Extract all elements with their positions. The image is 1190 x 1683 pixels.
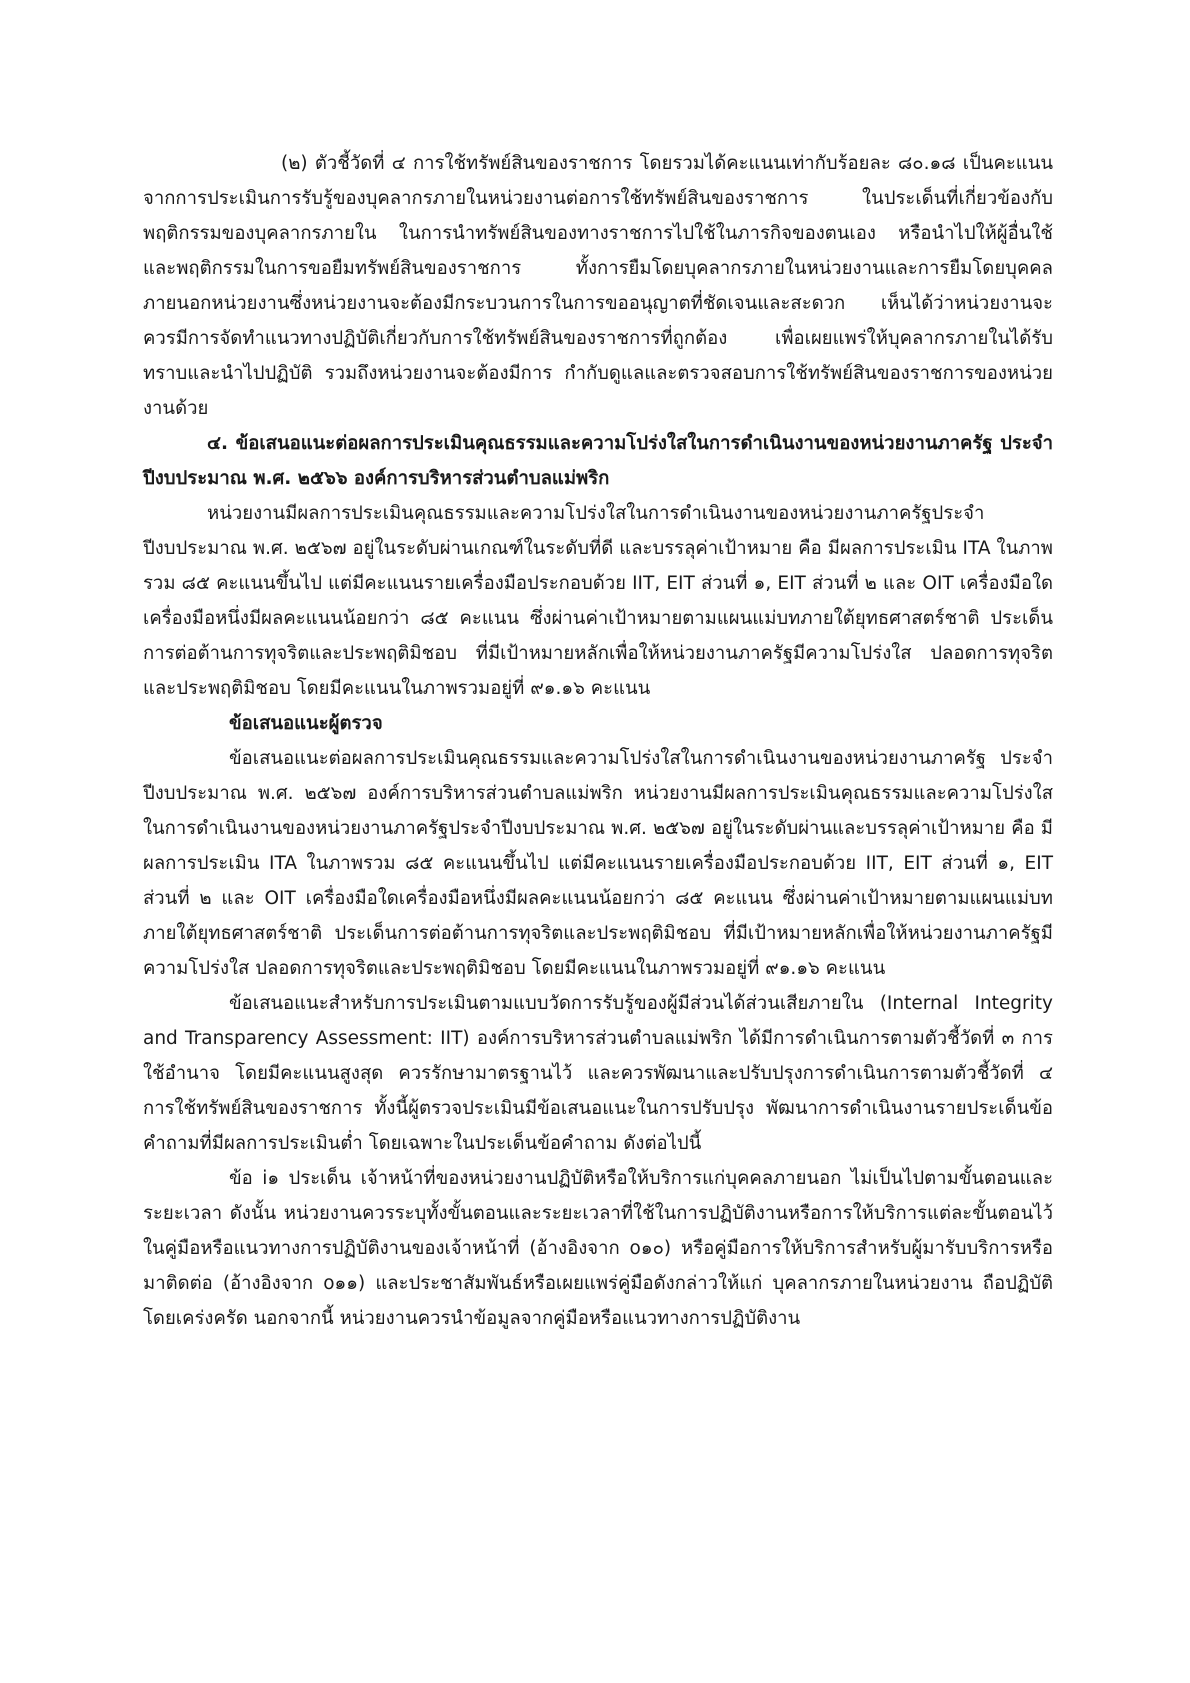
auditor-recommendation-heading: ข้อเสนอแนะผู้ตรวจ (229, 713, 383, 734)
section-4-heading: ๔. ข้อเสนอแนะต่อผลการประเมินคุณธรรมและความโปร่งใสในการดำเนินงานของหน่วยงานภาครัฐ ประจำปีงบประมาณ พ.ศ. ๒๕๖๖ องค์การบริหารส่วนตำบลแม่พริก (143, 433, 1053, 489)
paragraph-auditor-recommendation: ข้อเสนอแนะต่อผลการประเมินคุณธรรมและความโปร่งใสในการดำเนินงานของหน่วยงานภาครัฐ ประจำปีงบประมาณ พ.ศ. ๒๕๖๗ องค์การบริหารส่วนตำบลแม่พริก หน่วยงานมีผลการประเมินคุณธรรมและความโปร่งใสในการดำเนินงานของหน่วยงานภาครัฐประจำปีงบประมาณ พ.ศ. ๒๕๖๗ อยู่ในระดับผ่านและบรรลุค่าเป้าหมาย คือ มีผลการประเมิน ITA ในภาพรวม ๘๕ คะแนนขึ้นไป แต่มีคะแนนรายเครื่องมือประกอบด้วย IIT, EIT ส่วนที่ ๑, EIT ส่วนที่ ๒ และ OIT เครื่องมือใดเครื่องมือหนึ่งมีผลคะแนนน้อยกว่า ๘๕ คะแนน ซึ่งผ่านค่าเป้าหมายตามแผนแม่บทภายใต้ยุทธศาสตร์ชาติ ประเด็นการต่อต้านการทุจริตและประพฤติมิชอบ ที่มีเป้าหมายหลักเพื่อให้หน่วยงานภาครัฐมีความโปร่งใส ปลอดการทุจริตและประพฤติมิชอบ โดยมีคะแนนในภาพรวมอยู่ที่ ๙๑.๑๖ คะแนน (143, 748, 1053, 979)
paragraph-item-i1: ข้อ i๑ ประเด็น เจ้าหน้าที่ของหน่วยงานปฏิบัติหรือให้บริการแก่บุคคลภายนอก ไม่เป็นไปตามขั้นตอนและระยะเวลา ดังนั้น หน่วยงานควรระบุทั้งขั้นตอนและระยะเวลาที่ใช้ในการปฏิบัติงานหรือการให้บริการแต่ละขั้นตอนไว้ในคู่มือหรือแนวทางการปฏิบัติงานของเจ้าหน้าที่ (อ้างอิงจาก o๑๐) หรือคู่มือการให้บริการสำหรับผู้มารับบริการหรือมาติดต่อ (อ้างอิงจาก o๑๑) และประชาสัมพันธ์หรือเผยแพร่คู่มือดังกล่าวให้แก่ บุคลากรภายในหน่วยงาน ถือปฏิบัติโดยเคร่งครัด นอกจากนี้ หน่วยงานควรนำข้อมูลจากคู่มือหรือแนวทางการปฏิบัติงาน (143, 1168, 1053, 1329)
document-body (143, 146, 1053, 1336)
paragraph-indicator-4-asset-use: (๒) ตัวชี้วัดที่ ๔ การใช้ทรัพย์สินของราชการ โดยรวมได้คะแนนเท่ากับร้อยละ ๘๐.๑๘ เป็นคะแนนจากการประเมินการรับรู้ของบุคลากรภายในหน่วยงานต่อการใช้ทรัพย์สินของราชการ ในประเด็นที่เกี่ยวข้องกับพฤติกรรมของบุคลากรภายใน ในการนำทรัพย์สินของทางราชการไปใช้ในภารกิจของตนเอง หรือนำไปให้ผู้อื่นใช้ และพฤติกรรมในการขอยืมทรัพย์สินของราชการ ทั้งการยืมโดยบุคลากรภายในหน่วยงานและการยืมโดยบุคคลภายนอกหน่วยงานซึ่งหน่วยงานจะต้องมีกระบวนการในการขออนุญาตที่ชัดเจนและสะดวก เห็นได้ว่าหน่วยงานจะควรมีการจัดทำแนวทางปฏิบัติเกี่ยวกับการใช้ทรัพย์สินของราชการที่ถูกต้อง เพื่อเผยแพร่ให้บุคลากรภายในได้รับทราบและนำไปปฏิบัติ รวมถึงหน่วยงานจะต้องมีการ กำกับดูแลและตรวจสอบการใช้ทรัพย์สินของราชการของหน่วยงานด้วย (143, 153, 1053, 419)
paragraph-iit-recommendation: ข้อเสนอแนะสำหรับการประเมินตามแบบวัดการรับรู้ของผู้มีส่วนได้ส่วนเสียภายใน (Internal Integrity and Transparency Assessment: IIT) องค์การบริหารส่วนตำบลแม่พริก ได้มีการดำเนินการตามตัวชี้วัดที่ ๓ การใช้อำนาจ โดยมีคะแนนสูงสุด ควรรักษามาตรฐานไว้ และควรพัฒนาและปรับปรุงการดำเนินการตามตัวชี้วัดที่ ๔ การใช้ทรัพย์สินของราชการ ทั้งนี้ผู้ตรวจประเมินมีข้อเสนอแนะในการปรับปรุง พัฒนาการดำเนินงานรายประเด็นข้อคำถามที่มีผลการประเมินต่ำ โดยเฉพาะในประเด็นข้อคำถาม ดังต่อไปนี้ (143, 993, 1053, 1154)
paragraph-assessment-result: หน่วยงานมีผลการประเมินคุณธรรมและความโปร่งใสในการดำเนินงานของหน่วยงานภาครัฐประจำปีงบประมาณ พ.ศ. ๒๕๖๗ อยู่ในระดับผ่านเกณฑ์ในระดับที่ดี และบรรลุค่าเป้าหมาย คือ มีผลการประเมิน ITA ในภาพรวม ๘๕ คะแนนขึ้นไป แต่มีคะแนนรายเครื่องมือประกอบด้วย IIT, EIT ส่วนที่ ๑, EIT ส่วนที่ ๒ และ OIT เครื่องมือใดเครื่องมือหนึ่งมีผลคะแนนน้อยกว่า ๘๕ คะแนน ซึ่งผ่านค่าเป้าหมายตามแผนแม่บทภายใต้ยุทธศาสตร์ชาติ ประเด็นการต่อต้านการทุจริตและประพฤติมิชอบ ที่มีเป้าหมายหลักเพื่อให้หน่วยงานภาครัฐมีความโปร่งใส ปลอดการทุจริตและประพฤติมิชอบ โดยมีคะแนนในภาพรวมอยู่ที่ ๙๑.๑๖ คะแนน (143, 503, 1053, 699)
